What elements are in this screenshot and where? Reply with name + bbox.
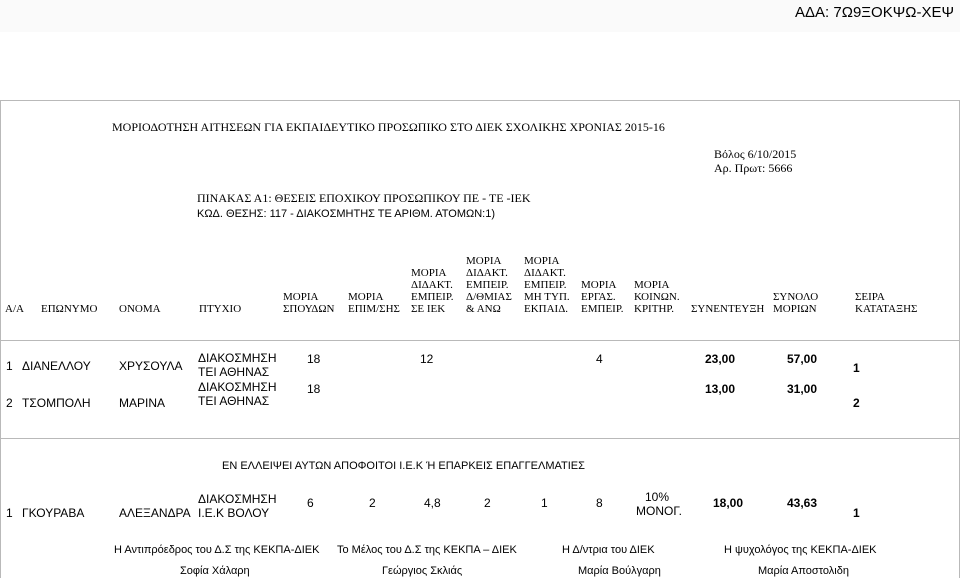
table-cell-degree: ΔΙΑΚΟΣΜΗΣΗ ΤΕΙ ΑΘΗΝΑΣ [198, 351, 277, 379]
table-title: ΠΙΝΑΚΑΣ Α1: ΘΕΣΕΙΣ ΕΠΟΧΙΚΟΥ ΠΡΟΣΩΠΙΚΟΥ ΠΕ - ΤΕ -ΙΕΚ [197, 191, 531, 205]
table-cell-degree: ΔΙΑΚΟΣΜΗΣΗ ΤΕΙ ΑΘΗΝΑΣ [198, 380, 277, 408]
grid-line [0, 340, 960, 341]
table-cell-degree: ΔΙΑΚΟΣΜΗΣΗ Ι.Ε.Κ ΒΟΛΟΥ [198, 492, 277, 520]
signatory-name: Γεώργιος Σκλιάς [382, 565, 463, 577]
col-header-thesis: ΜΟΡΙΑ ΕΠΙΜ/ΣΗΣ [348, 291, 400, 315]
table-cell-rank: 1 [853, 506, 860, 520]
signatory-name: Μαρία Βούλγαρη [578, 565, 661, 577]
place-date: Βόλος 6/10/2015 [714, 147, 797, 161]
col-header-social-criteria: ΜΟΡΙΑ ΚΟΙΝΩΝ. ΚΡΙΤΗΡ. [634, 279, 680, 315]
table-cell-surname: ΤΣΟΜΠΟΛΗ [22, 396, 91, 410]
table-cell-surname: ΔΙΑΝΕΛΛΟΥ [22, 359, 91, 373]
table-cell-interview: 13,00 [705, 382, 736, 396]
col-header-name: ΟΝΟΜΑ [119, 303, 161, 315]
col-header-degree: ΠΤΥΧΙΟ [199, 303, 242, 315]
signature-role: Η ψυχολόγος της ΚΕΚΠΑ-ΔΙΕΚ [724, 544, 877, 556]
position-code: ΚΩΔ. ΘΕΣΗΣ: 117 - ΔΙΑΚΟΣΜΗΤΗΣ ΤΕ ΑΡΙΘΜ. ΑΤΟΜΩΝ:1) [197, 208, 496, 220]
col-header-aa: Α/Α [5, 303, 24, 315]
table-cell-secondary-experience: 2 [484, 496, 491, 510]
document-title: ΜΟΡΙΟΔΟΤΗΣΗ ΑΙΤΗΣΕΩΝ ΓΙΑ ΕΚΠΑΙΔΕΥΤΙΚΟ ΠΡΟΣΩΠΙΚΟ ΣΤΟ ΔΙΕΚ ΣΧΟΛΙΚΗΣ ΧΡΟΝΙΑΣ 2015-16 [112, 120, 665, 134]
table-cell-nonformal-experience: 1 [541, 496, 548, 510]
table-cell-name: ΧΡΥΣΟΥΛΑ [119, 359, 183, 373]
col-header-work-experience: ΜΟΡΙΑ ΕΡΓΑΣ. ΕΜΠΕΙΡ. [581, 279, 624, 315]
grid-line [0, 100, 1, 578]
table-cell-iek-experience: 4,8 [424, 496, 441, 510]
signature-role: Η Αντιπρόεδρος του Δ.Σ της ΚΕΚΠΑ-ΔΙΕΚ [114, 544, 320, 556]
table-cell-total: 31,00 [787, 382, 818, 396]
col-header-rank: ΣΕΙΡΑ ΚΑΤΑΤΑΞΗΣ [855, 291, 918, 315]
table-cell-name: ΑΛΕΞΑΝΔΡΑ [119, 506, 191, 520]
col-header-iek-experience: ΜΟΡΙΑ ΔΙΔΑΚΤ. ΕΜΠΕΙΡ. ΣΕ ΙΕΚ [411, 267, 454, 315]
col-header-studies: ΜΟΡΙΑ ΣΠΟΥΔΩΝ [283, 291, 335, 315]
table-cell-studies: 6 [307, 496, 314, 510]
col-header-nonformal-experience: ΜΟΡΙΑ ΔΙΔΑΚΤ. ΕΜΠΕΙΡ. ΜΗ ΤΥΠ. ΕΚΠΑΙΔ. [524, 255, 570, 315]
col-header-surname: ΕΠΩΝΥΜΟ [41, 303, 98, 315]
grid-line [0, 438, 960, 439]
table-cell-studies: 18 [307, 352, 321, 366]
table-cell-studies: 18 [307, 382, 321, 396]
table-cell-interview: 23,00 [705, 352, 736, 366]
col-header-interview: ΣΥΝΕΝΤΕΥΞΗ [691, 303, 765, 315]
table-cell-iek-experience: 12 [420, 352, 434, 366]
table-cell-aa: 1 [6, 359, 13, 373]
table-cell-work-experience: 8 [596, 496, 603, 510]
table-cell-social-criteria: 10% ΜΟΝΟΓ. [636, 490, 682, 518]
table-cell-interview: 18,00 [713, 496, 744, 510]
signature-role: Η Δ/ντρια του ΔΙΕΚ [562, 544, 655, 556]
table-cell-total: 57,00 [787, 352, 818, 366]
col-header-total: ΣΥΝΟΛΟ ΜΟΡΙΩΝ [773, 291, 819, 315]
ada-header-band [0, 0, 960, 32]
table-cell-aa: 2 [6, 396, 13, 410]
table-cell-name: ΜΑΡΙΝΑ [119, 396, 166, 410]
table-cell-rank: 1 [853, 361, 860, 375]
section-note: ΕΝ ΕΛΛΕΙΨΕΙ ΑΥΤΩΝ ΑΠΟΦΟΙΤΟΙ Ι.Ε.Κ Ή ΕΠΑΡΚΕΙΣ ΕΠΑΓΓΕΛΜΑΤΙΕΣ [222, 460, 585, 472]
col-header-secondary-experience: ΜΟΡΙΑ ΔΙΔΑΚΤ. ΕΜΠΕΙΡ. Δ/ΘΜΙΑΣ & ΑΝΩ [466, 255, 512, 315]
table-cell-total: 43,63 [787, 496, 818, 510]
signatory-name: Μαρία Αποστολιδη [758, 565, 849, 577]
table-cell-rank: 2 [853, 396, 860, 410]
ada-code: ΑΔΑ: 7Ω9ΞΟΚΨΩ-ΧΕΨ [795, 4, 954, 21]
signatory-name: Σοφία Χάλαρη [180, 565, 250, 577]
table-cell-work-experience: 4 [596, 352, 603, 366]
table-cell-thesis: 2 [369, 496, 376, 510]
table-cell-aa: 1 [6, 506, 13, 520]
grid-line [0, 100, 960, 101]
signature-role: Το Μέλος του Δ.Σ της ΚΕΚΠΑ – ΔΙΕΚ [337, 544, 517, 556]
protocol-number: Αρ. Πρωτ: 5666 [714, 161, 793, 175]
table-cell-surname: ΓΚΟΥΡΑΒΑ [22, 506, 85, 520]
